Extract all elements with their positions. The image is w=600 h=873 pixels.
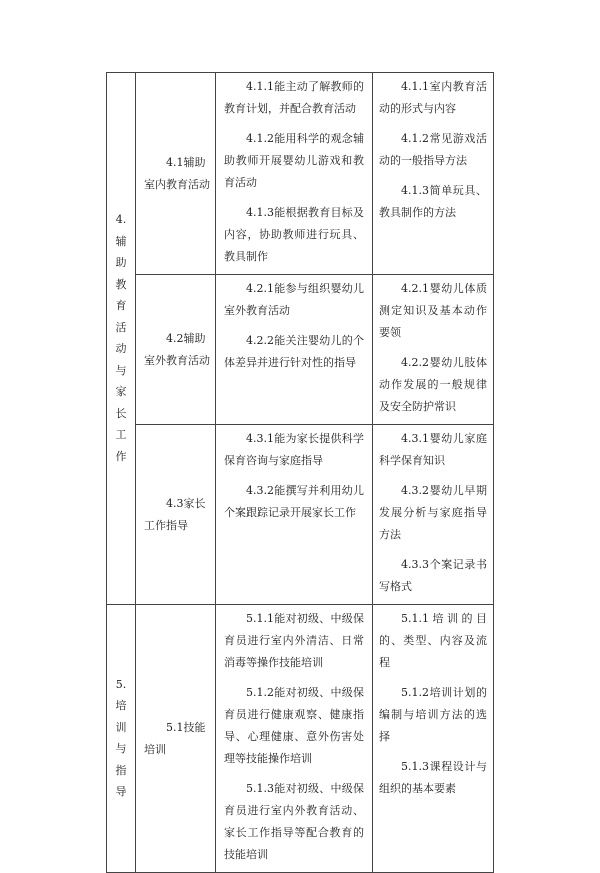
unit-title: 4.1辅助室内教育活动: [144, 155, 210, 191]
unit-title: 5.1技能培训: [144, 720, 206, 756]
skill-item: 5.1.1能对初级、中级保育员进行室内外清洁、日常消毒等操作技能培训: [224, 612, 364, 669]
knowledge-item: 5.1.2培训计划的编制与培训方法的选择: [379, 686, 487, 743]
knowledge-item: 4.1.1室内教育活动的形式与内容: [379, 80, 487, 115]
knowledge-item: 4.2.1婴幼儿体质测定知识及基本动作要领: [379, 282, 487, 339]
table-row: [107, 425, 494, 605]
skill-cell: [216, 425, 373, 605]
skill-item: 4.3.1能为家长提供科学保育咨询与家庭指导: [224, 432, 364, 467]
table-row: [107, 275, 494, 425]
unit-cell: [136, 425, 216, 605]
unit-cell: [136, 73, 216, 275]
skill-item: 4.2.2能关注婴幼儿的个体差异并进行针对性的指导: [224, 334, 364, 369]
knowledge-item: 4.1.2常见游戏活动的一般指导方法: [379, 132, 487, 167]
skill-cell: [216, 275, 373, 425]
skill-item: 5.1.3能对初级、中级保育员进行室内外教育活动、家长工作指导等配合教育的技能培训: [224, 782, 364, 861]
knowledge-cell: [373, 73, 494, 275]
skill-item: 4.1.2能用科学的观念辅助教师开展婴幼儿游戏和教育活动: [224, 132, 364, 189]
skill-item: 4.2.1能参与组织婴幼儿室外教育活动: [224, 282, 364, 317]
knowledge-cell: [373, 275, 494, 425]
skill-item: 4.1.3能根据教育目标及内容，协助教师进行玩具、教具制作: [224, 206, 364, 263]
function-title: 5.培训与指导: [115, 677, 127, 799]
knowledge-item: 4.1.3简单玩具、教具制作的方法: [379, 184, 487, 219]
knowledge-item: 5.1.3课程设计与组织的基本要素: [379, 760, 487, 795]
function-cell: [107, 73, 136, 605]
knowledge-cell: [373, 425, 494, 605]
table-row: [107, 605, 494, 873]
unit-title: 4.3家长工作指导: [144, 496, 206, 532]
knowledge-item: 4.3.1婴幼儿家庭科学保育知识: [379, 432, 487, 467]
knowledge-cell: [373, 605, 494, 873]
skill-cell: [216, 73, 373, 275]
unit-title: 4.2辅助室外教育活动: [144, 331, 210, 367]
table-row: [107, 73, 494, 275]
skill-item: 4.1.1能主动了解教师的教育计划，并配合教育活动: [224, 80, 364, 115]
unit-cell: [136, 275, 216, 425]
skill-item: 5.1.2能对初级、中级保育员进行健康观察、健康指导、心理健康、意外伤害处理等技能操作培训: [224, 686, 364, 765]
function-title: 4.辅助教育活动与家长工作: [115, 213, 127, 463]
knowledge-item: 4.2.2婴幼儿肢体动作发展的一般规律及安全防护常识: [379, 356, 487, 413]
skill-standard-table: [106, 72, 494, 873]
unit-cell: [136, 605, 216, 873]
function-cell: [107, 605, 136, 873]
knowledge-item: 4.3.3个案记录书写格式: [379, 558, 487, 593]
skill-item: 4.3.2能撰写并利用幼儿个案跟踪记录开展家长工作: [224, 484, 364, 519]
knowledge-item: 5.1.1培训的目的、类型、内容及流程: [379, 612, 487, 669]
skill-cell: [216, 605, 373, 873]
knowledge-item: 4.3.2婴幼儿早期发展分析与家庭指导方法: [379, 484, 487, 541]
